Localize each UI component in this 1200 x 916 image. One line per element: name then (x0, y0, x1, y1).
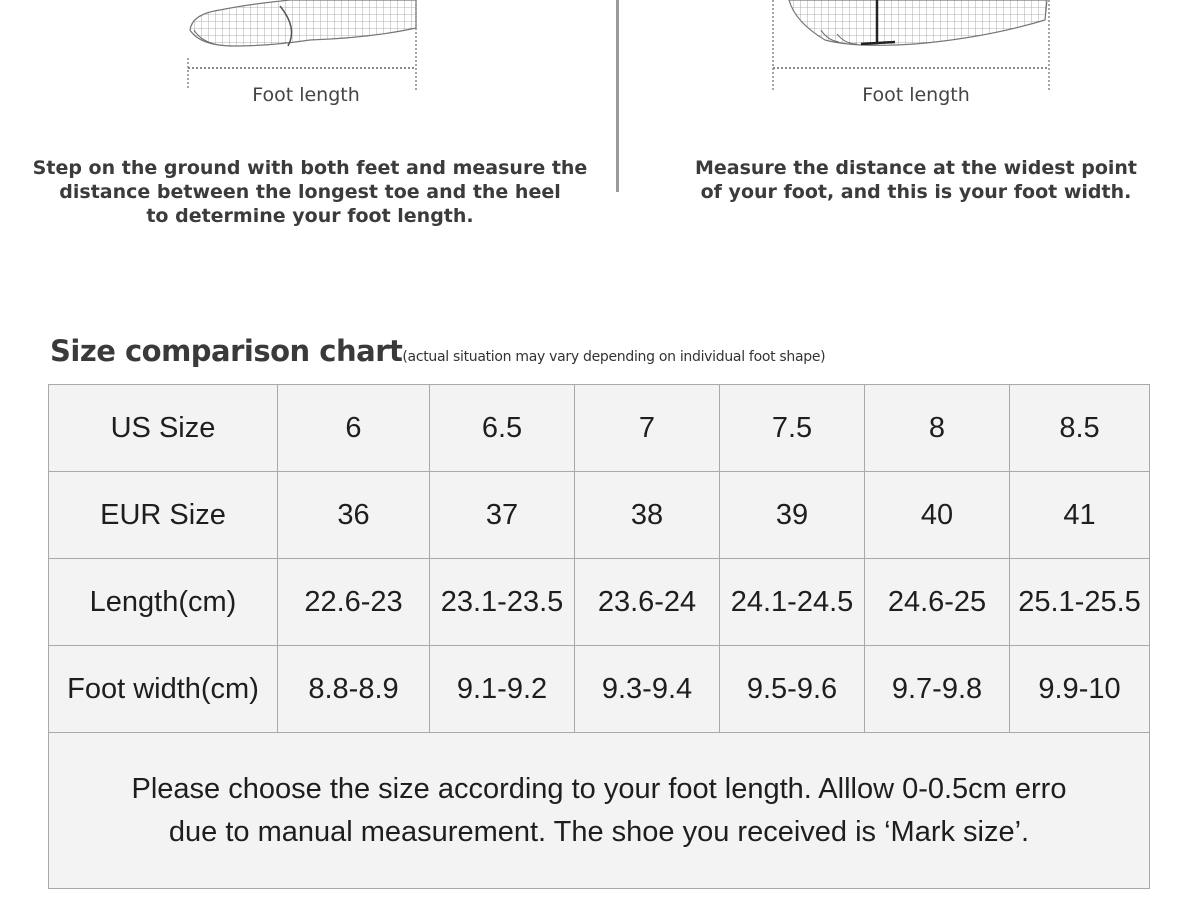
size-advice-note (49, 733, 1150, 889)
table-cell: 8.5 (1010, 385, 1150, 472)
table-cell: 9.5-9.6 (720, 646, 865, 733)
table-cell: 9.7-9.8 (865, 646, 1010, 733)
size-chart-title: Size comparison chart (50, 334, 403, 368)
table-cell: 38 (575, 472, 720, 559)
size-chart-heading (50, 334, 825, 368)
table-cell: 24.1-24.5 (720, 559, 865, 646)
table-row-us-size (49, 385, 1150, 472)
size-comparison-table (48, 384, 1150, 889)
size-advice-line: Please choose the size according to your foot length. Alllow 0-0.5cm erro (131, 772, 1067, 805)
foot-length-instruction (30, 156, 590, 228)
foot-width-illustration-right (765, 0, 1065, 92)
table-cell: 7 (575, 385, 720, 472)
table-cell: 23.1-23.5 (430, 559, 575, 646)
row-header: US Size (49, 385, 278, 472)
size-advice-line: due to manual measurement. The shoe you received is ‘Mark size’. (168, 815, 1030, 848)
instruction-line: Measure the distance at the widest point (694, 157, 1137, 179)
row-header: EUR Size (49, 472, 278, 559)
table-cell: 37 (430, 472, 575, 559)
table-cell: 8.8-8.9 (278, 646, 430, 733)
foot-length-illustration-left (180, 0, 430, 92)
table-cell: 7.5 (720, 385, 865, 472)
foot-width-instruction (636, 156, 1196, 204)
instruction-line: of your foot, and this is your foot width. (700, 181, 1132, 203)
table-row-foot-width (49, 646, 1150, 733)
table-cell: 9.9-10 (1010, 646, 1150, 733)
table-cell: 23.6-24 (575, 559, 720, 646)
size-chart-note: (actual situation may vary depending on individual foot shape) (402, 349, 826, 365)
table-cell: 6 (278, 385, 430, 472)
right-foot-caption: Foot length (862, 84, 970, 106)
table-cell: 25.1-25.5 (1010, 559, 1150, 646)
table-row-eur-size (49, 472, 1150, 559)
table-row-length (49, 559, 1150, 646)
table-cell: 36 (278, 472, 430, 559)
row-header: Length(cm) (49, 559, 278, 646)
row-header: Foot width(cm) (49, 646, 278, 733)
table-cell: 41 (1010, 472, 1150, 559)
table-cell: 6.5 (430, 385, 575, 472)
table-cell: 8 (865, 385, 1010, 472)
table-cell: 40 (865, 472, 1010, 559)
instruction-line: Step on the ground with both feet and measure the (32, 157, 588, 179)
table-cell: 9.1-9.2 (430, 646, 575, 733)
table-row-footer-note (49, 733, 1150, 889)
instruction-line: to determine your foot length. (146, 205, 474, 227)
table-cell: 9.3-9.4 (575, 646, 720, 733)
table-cell: 24.6-25 (865, 559, 1010, 646)
instruction-line: distance between the longest toe and the heel (59, 181, 561, 203)
left-foot-caption: Foot length (252, 84, 360, 106)
table-cell: 22.6-23 (278, 559, 430, 646)
illustration-divider (616, 0, 619, 192)
table-cell: 39 (720, 472, 865, 559)
